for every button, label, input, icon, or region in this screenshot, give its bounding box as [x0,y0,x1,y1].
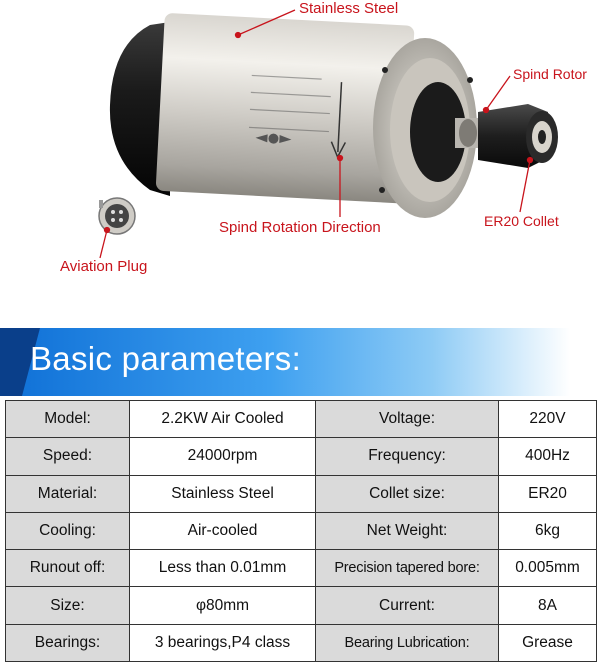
param-value: Grease [499,624,597,661]
table-row [6,475,597,512]
table-row [6,550,597,587]
param-label: Current: [316,587,499,624]
param-value: 8A [499,587,597,624]
param-label: Net Weight: [316,512,499,549]
param-value: 220V [499,401,597,438]
param-label: Material: [6,475,130,512]
param-value: 3 bearings,P4 class [130,624,316,661]
table-row [6,624,597,661]
callout-aviation-plug: Aviation Plug [60,258,148,275]
param-label: Precision tapered bore: [316,550,499,587]
param-label: Runout off: [6,550,130,587]
spindle-motor-illustration [0,0,600,300]
param-value: Less than 0.01mm [130,550,316,587]
table-row [6,438,597,475]
table-row [6,587,597,624]
er20-collet [478,104,558,168]
callout-stainless-steel: Stainless Steel [299,0,399,17]
callout-spind-rotor: Spind Rotor [513,66,587,82]
param-label: Bearings: [6,624,130,661]
param-value: 24000rpm [130,438,316,475]
param-label: Speed: [6,438,130,475]
callout-er20-collet: ER20 Collet [484,213,559,229]
param-value: Stainless Steel [130,475,316,512]
param-label: Size: [6,587,130,624]
param-label: Collet size: [316,475,499,512]
param-value: 0.005mm [499,550,597,587]
param-label: Model: [6,401,130,438]
param-value: 2.2KW Air Cooled [130,401,316,438]
param-value: φ80mm [130,587,316,624]
param-value: Air-cooled [130,512,316,549]
param-label: Voltage: [316,401,499,438]
callout-rotation-direction: Spind Rotation Direction [219,219,381,236]
section-title: Basic parameters: [30,340,302,377]
param-value: ER20 [499,475,597,512]
param-value: 400Hz [499,438,597,475]
table-row [6,512,597,549]
parameters-table [5,400,597,662]
param-label: Bearing Lubrication: [316,624,499,661]
table-row [6,401,597,438]
param-label: Cooling: [6,512,130,549]
param-value: 6kg [499,512,597,549]
param-label: Frequency: [316,438,499,475]
